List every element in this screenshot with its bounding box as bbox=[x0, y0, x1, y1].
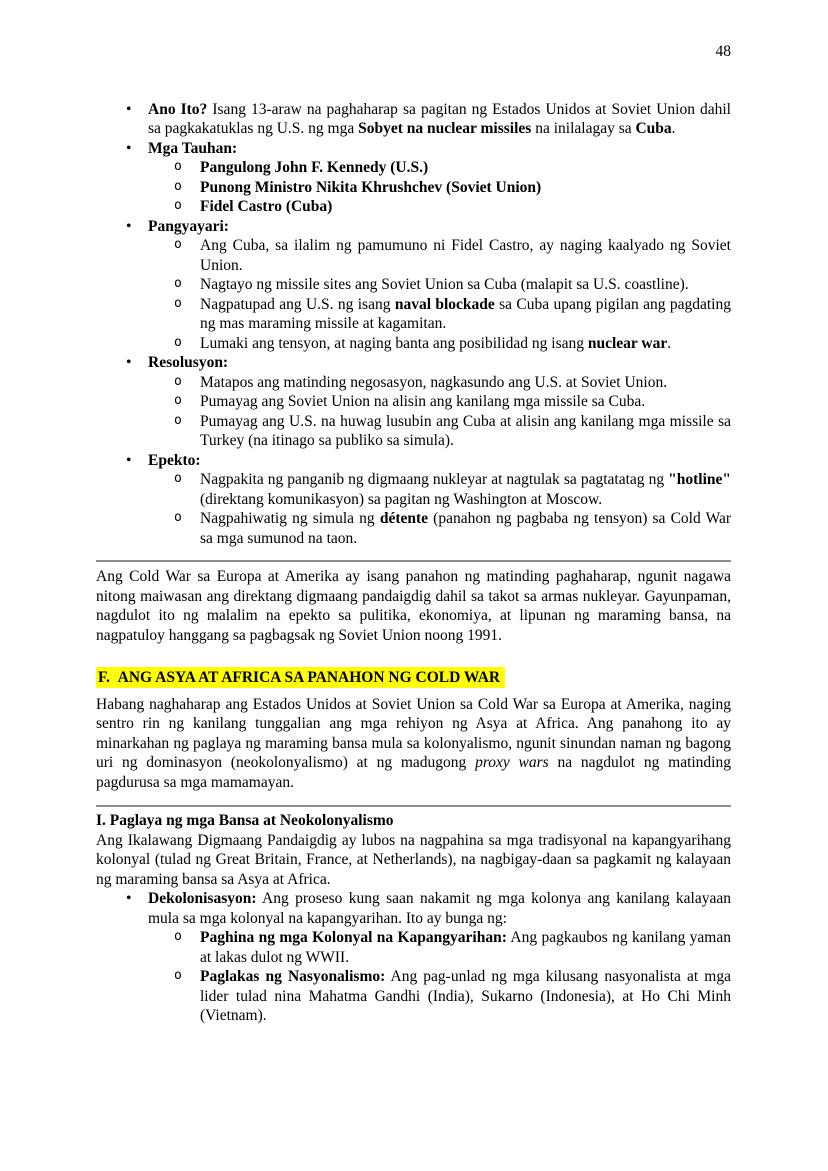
sub-list-item bbox=[148, 295, 731, 334]
subsection-heading-i: I. Paglaya ng mga Bansa at Neokolonyalismo bbox=[96, 812, 394, 829]
list-item-text: Paglakas ng Nasyonalismo: Ang pag-unlad ng mga kilusang nasyonalista at mga lider tulad nina Mahatma Gandhi (India), Sukarno (Indonesia), at Ho Chi Minh (Vietnam). bbox=[200, 968, 731, 1024]
sub-list bbox=[148, 928, 731, 1026]
list-item-text: Lumaki ang tensyon, at naging banta ang posibilidad ng isang nuclear war. bbox=[200, 334, 672, 352]
bulleted-list-item bbox=[96, 451, 731, 549]
list-item-text: Nagpatupad ang U.S. ng isang naval blockade sa Cuba upang pigilan ang pagdating ng mas maraming missile at kagamitan. bbox=[200, 295, 731, 332]
list-item-text: Pumayag ang Soviet Union na alisin ang kanilang mga missile sa Cuba. bbox=[200, 393, 646, 410]
list-item-text: Fidel Castro (Cuba) bbox=[200, 198, 333, 215]
bulleted-list-item bbox=[96, 100, 731, 139]
list-item-text: Pumayag ang U.S. na huwag lusubin ang Cuba at alisin ang kanilang mga missile sa Turkey (na itinago sa publiko sa simula). bbox=[200, 412, 731, 449]
sub-list-item bbox=[148, 158, 731, 178]
list-item-text: Pangulong John F. Kennedy (U.S.) bbox=[200, 159, 429, 176]
list-item-text: Punong Ministro Nikita Khrushchev (Soviet Union) bbox=[200, 178, 542, 196]
bulleted-list-item bbox=[96, 139, 731, 217]
sub-list-item bbox=[148, 967, 731, 1026]
sub-list-item bbox=[148, 334, 731, 354]
section-heading-f bbox=[96, 668, 731, 688]
list-item-text: Nagpakita ng panganib ng digmaang nukleyar at nagtulak sa pagtatatag ng "hotline" (direktang komunikasyon) sa pagitan ng Washington at Moscow. bbox=[200, 471, 731, 508]
section-heading-f-text: F. ANG ASYA AT AFRICA SA PANAHON NG COLD WAR bbox=[96, 667, 505, 688]
list-item-text: Matapos ang matinding negosasyon, nagkasundo ang U.S. at Soviet Union. bbox=[200, 373, 668, 391]
page-number: 48 bbox=[715, 43, 731, 60]
paragraph-cold-war-summary: Ang Cold War sa Europa at Amerika ay isang panahon ng matinding paghaharap, ngunit nagawa nitong maiwasan ang direktang digmaang pandaigdig dahil sa takot sa armas nukleyar. Gayunpaman, nagdulot ito ng malalim na epekto sa pulitika, ekonomiya, at lipunan ng maraming bansa, na nagpatuloy hanggang sa pagbagsak ng Soviet Union noong 1991. bbox=[96, 568, 731, 644]
list-item-text: Nagpahiwatig ng simula ng détente (panahon ng pagbaba ng tensyon) sa Cold War sa mga sumunod na taon. bbox=[200, 510, 731, 547]
decolonization-list bbox=[96, 889, 731, 1026]
bulleted-list-item bbox=[96, 217, 731, 354]
sub-list bbox=[148, 158, 731, 217]
list-item-text: Paghina ng mga Kolonyal na Kapangyarihan: Ang pagkaubos ng kanilang yaman at lakas dulot ng WWII. bbox=[200, 929, 731, 966]
sub-list-item bbox=[148, 412, 731, 451]
list-item-text: Resolusyon: bbox=[148, 354, 229, 371]
horizontal-rule bbox=[96, 805, 731, 807]
list-item-text: Pangyayari: bbox=[148, 217, 229, 235]
list-item-text: Nagtayo ng missile sites ang Soviet Union sa Cuba (malapit sa U.S. coastline). bbox=[200, 276, 689, 293]
sub-list bbox=[148, 470, 731, 548]
sub-list-item bbox=[148, 275, 731, 295]
sub-list-item bbox=[148, 197, 731, 217]
list-item-text: Dekolonisasyon: Ang proseso kung saan nakamit ng mga kolonya ang kanilang kalayaan mula sa mga kolonyal na kapangyarihan. Ito ay bunga ng: bbox=[148, 890, 731, 927]
sub-list-item bbox=[148, 178, 731, 198]
cuban-missile-crisis-list bbox=[96, 100, 731, 549]
sub-list-item bbox=[148, 236, 731, 275]
list-item-text: Ano Ito? Isang 13-araw na paghaharap sa pagitan ng Estados Unidos at Soviet Union dahil sa pagkakatuklas ng U.S. ng mga Sobyet na nuclear missiles na inilalagay sa Cuba. bbox=[148, 100, 731, 137]
sub-list-item bbox=[148, 392, 731, 412]
sub-list-item bbox=[148, 928, 731, 967]
list-item-text: Epekto: bbox=[148, 451, 201, 469]
sub-list-item bbox=[148, 373, 731, 393]
paragraph-decolonization-intro: Ang Ikalawang Digmaang Pandaigdig ay lubos na nagpahina sa mga tradisyonal na kapangyarihang kolonyal (tulad ng Great Britain, France, at Netherlands), na nagbigay-daan sa pagkamit ng kalayaan ng maraming bansa sa Asya at Africa. bbox=[96, 831, 731, 888]
horizontal-rule bbox=[96, 560, 731, 562]
bulleted-list-item bbox=[96, 353, 731, 451]
sub-list-item bbox=[148, 470, 731, 509]
bulleted-list-item bbox=[96, 889, 731, 1026]
list-item-text: Mga Tauhan: bbox=[148, 139, 238, 157]
sub-list bbox=[148, 373, 731, 451]
paragraph-section-f-intro: Habang naghaharap ang Estados Unidos at Soviet Union sa Cold War sa Europa at Amerika, naging sentro rin ng kanilang tunggalian ang mga rehiyon ng Asya at Africa. Ang panahong ito ay minarkahan ng paglaya ng maraming bansa mula sa kolonyalismo, ngunit sinundan naman ng bagong uri ng dominasyon (neokolonyalismo) at ng madugong proxy wars na nagdulot ng matinding pagdurusa sa mga mamamayan. bbox=[96, 695, 731, 791]
list-item-text: Ang Cuba, sa ilalim ng pamumuno ni Fidel Castro, ay naging kaalyado ng Soviet Union. bbox=[200, 237, 731, 274]
sub-list-item bbox=[148, 509, 731, 548]
sub-list bbox=[148, 236, 731, 353]
